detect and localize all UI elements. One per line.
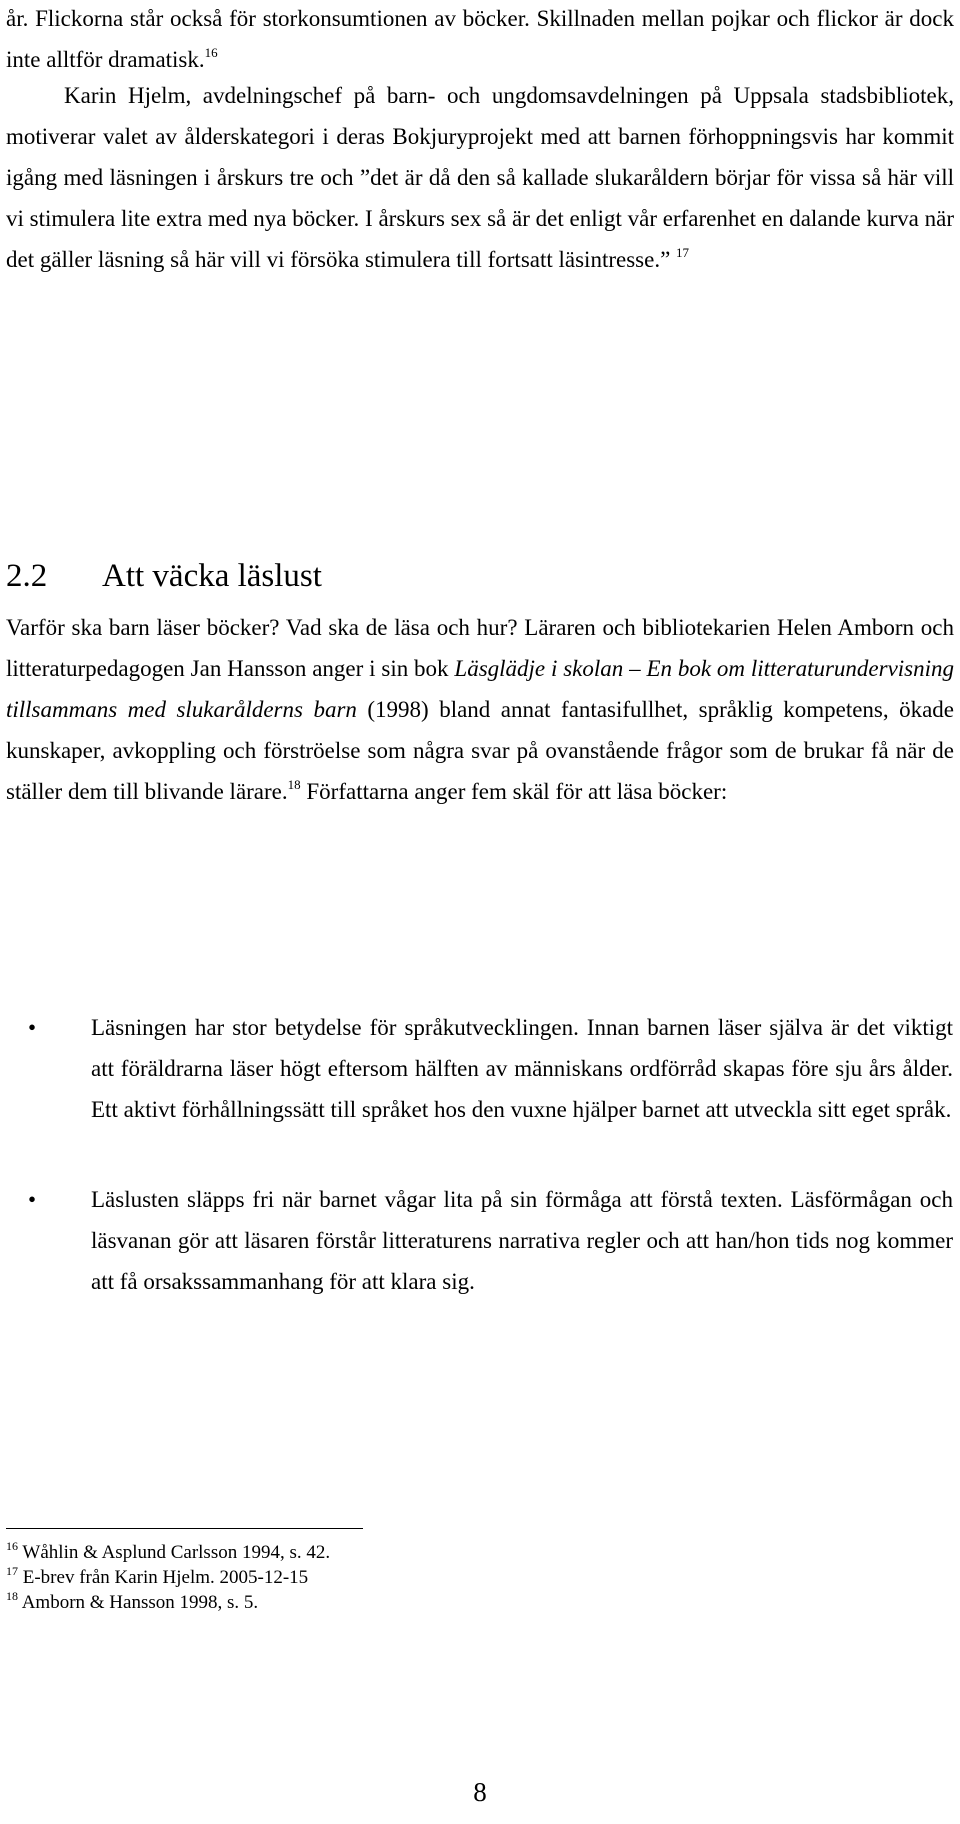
list-item-text: Läsningen har stor betydelse för språkutvecklingen. Innan barnen läser själva är det viktigt att föräldrarna läser högt eftersom hälften av människans ordförråd skapas före sju års ålder. Ett aktivt förhållningssätt till språket hos den vuxne hjälper barnet att utveckla sitt eget språk. [91, 1015, 953, 1122]
bullet-list [0, 1007, 960, 1302]
paragraph-quote [6, 75, 954, 280]
footnote-ref[interactable]: 17 [676, 245, 690, 260]
section-heading [6, 556, 322, 596]
paragraph-text: Varför ska barn läser böcker? Vad ska de läsa och hur? Läraren och bibliotekarien Helen Amborn och litteraturpedagogen Jan Hansson anger i sin bok [6, 615, 954, 681]
footnote-divider [6, 1528, 363, 1529]
list-item [0, 1179, 953, 1302]
section-title: Att väcka läslust [102, 558, 322, 594]
bullet-icon: • [28, 1187, 37, 1212]
footnote [6, 1540, 330, 1565]
book-title: Läsglädje i skolan – En bok om litteraturundervisning tillsammans med slukarålderns barn [6, 656, 955, 722]
footnotes [6, 1540, 330, 1615]
paragraph-reasons [6, 607, 954, 812]
footnote-text: Wåhlin & Asplund Carlsson 1994, s. 42. [22, 1542, 331, 1563]
list-item-text: Läslusten släpps fri när barnet vågar lita på sin förmåga att förstå texten. Läsförmågan och läsvanan gör att läsaren förstår litteraturens narrativa regler och att han/hon tids nog kommer att få orsakssammanhang för att klara sig. [91, 1187, 953, 1294]
paragraph-text: år. Flickorna står också för storkonsumtionen av böcker. Skillnaden mellan pojkar och flickor är dock inte alltför dramatisk. [6, 6, 954, 72]
bullet-icon: • [28, 1015, 37, 1040]
paragraph-text: (1998) bland annat fantasifullhet, språklig kompetens, ökade kunskaper, avkoppling och förströelse som några svar på ovanstående frågor som de brukar få när de ställer dem till blivande lärare. [6, 697, 955, 804]
footnote [6, 1590, 330, 1615]
page-number: 8 [473, 1777, 487, 1807]
paragraph-text: Karin Hjelm, avdelningschef på barn- och ungdomsavdelningen på Uppsala stadsbibliotek, motiverar valet av ålderskategori i deras Bokjuryprojekt med att barnen förhoppningsvis har kommit igång med läsningen i årskurs tre och ”det är då den så kallade slukaråldern börjar för vissa så här vill vi stimulera lite extra med nya böcker. I årskurs sex så är det enligt vår erfarenhet en dalande kurva när det gäller läsning så här vill vi försöka stimulera till fortsatt läsintresse.” [6, 83, 954, 272]
section-number: 2.2 [6, 558, 48, 594]
footnote [6, 1565, 330, 1590]
paragraph-text: Författarna anger fem skäl för att läsa böcker: [306, 779, 728, 804]
footnote-ref[interactable]: 18 [287, 777, 301, 792]
list-item [0, 1007, 953, 1130]
footnote-number: 17 [6, 1564, 18, 1578]
footnote-ref[interactable]: 16 [204, 45, 218, 60]
footnote-text: E-brev från Karin Hjelm. 2005-12-15 [22, 1567, 309, 1588]
paragraph-continuation [6, 0, 954, 80]
footnote-number: 16 [6, 1539, 18, 1553]
footnote-number: 18 [6, 1589, 18, 1603]
footnote-text: Amborn & Hansson 1998, s. 5. [21, 1592, 259, 1613]
